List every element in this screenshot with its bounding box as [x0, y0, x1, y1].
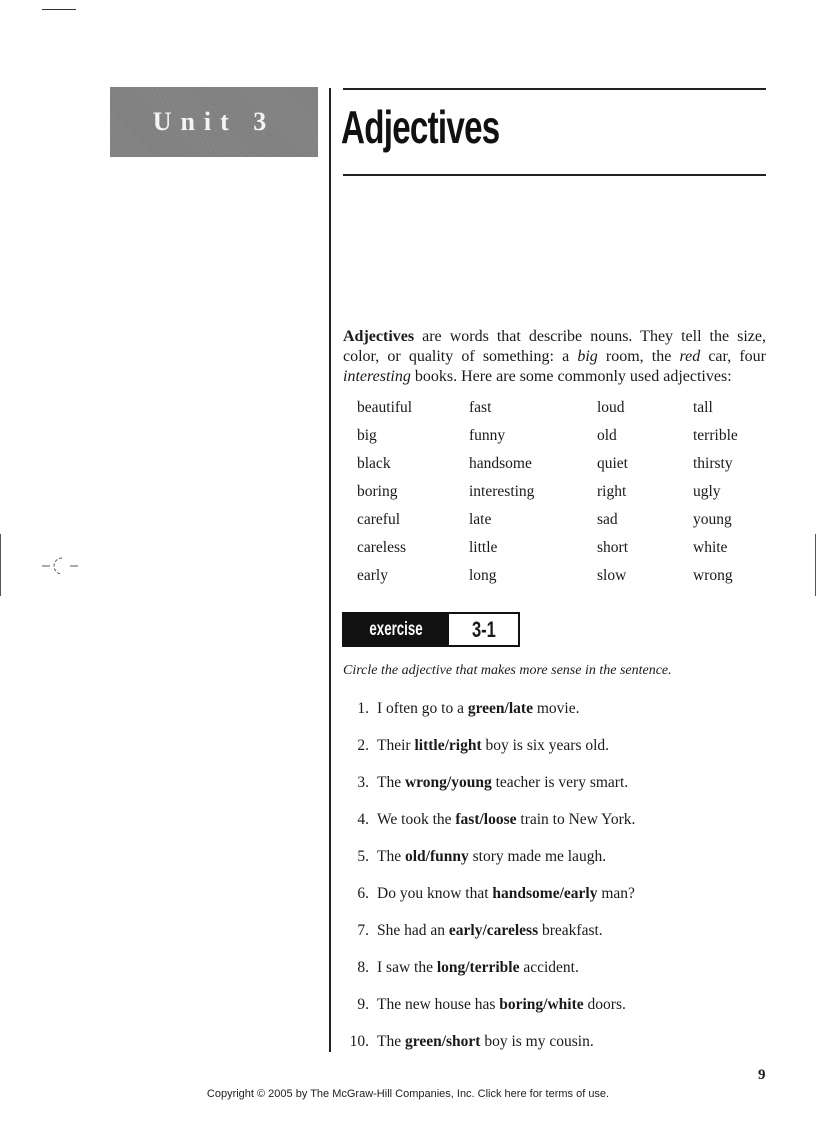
exercise-sentence — [343, 959, 635, 996]
sentence-number: 1. — [357, 700, 369, 717]
margin-mark-left — [0, 534, 1, 596]
sentence-text — [377, 700, 579, 737]
sentence-pre: The — [377, 774, 405, 791]
example-word: big — [577, 348, 598, 365]
vertical-rule — [329, 88, 331, 1052]
sentence-post: teacher is very smart. — [491, 774, 629, 791]
adjective-cell: old — [597, 427, 617, 444]
exercise-header — [342, 612, 520, 647]
exercise-label: exercise — [344, 614, 449, 645]
adjective-cell: terrible — [693, 427, 738, 444]
sentence-post: movie. — [532, 700, 580, 717]
adjective-cell: slow — [597, 567, 627, 584]
adjective-choice: fast/loose — [455, 811, 517, 828]
sentence-text — [377, 811, 635, 848]
exercise-number: 3-1 — [471, 616, 496, 642]
sentence-pre: Do you know that — [377, 885, 493, 902]
adjective-choice: green/late — [467, 700, 533, 717]
sentence-text — [377, 1033, 594, 1070]
adjective-row — [357, 450, 766, 478]
crop-mark — [42, 9, 76, 10]
adjective-cell: short — [597, 539, 628, 556]
exercise-instructions: Circle the adjective that makes more sense in the sentence. — [343, 663, 672, 678]
sentence-pre: The — [377, 848, 405, 865]
intro-text: are words that describe nouns. They tell the size, color, or quality of something: a — [343, 328, 766, 365]
adjective-row — [357, 422, 766, 450]
adjective-cell: careless — [357, 539, 407, 556]
sentence-text — [377, 959, 579, 996]
sentence-post: story made me laugh. — [468, 848, 607, 865]
adjective-choice: handsome/early — [492, 885, 598, 902]
adjective-list — [357, 394, 766, 590]
adjective-cell: black — [357, 455, 391, 472]
sentence-text — [377, 848, 606, 885]
title-rule-top — [343, 88, 766, 90]
exercise-sentence — [343, 922, 635, 959]
unit-label: Unit 3 — [110, 87, 318, 157]
exercise-sentence — [343, 700, 635, 737]
adjective-cell: fast — [469, 399, 492, 416]
sentence-pre: She had an — [377, 922, 449, 939]
sentence-post: train to New York. — [516, 811, 636, 828]
exercise-sentence — [343, 774, 635, 811]
sentence-pre: I often go to a — [377, 700, 468, 717]
sentence-text — [377, 922, 603, 959]
sentence-pre: I saw the — [377, 959, 437, 976]
adjective-choice: early/careless — [448, 922, 539, 939]
intro-text: room, the — [597, 348, 680, 365]
adjective-cell: little — [469, 539, 498, 556]
exercise-sentence — [343, 811, 635, 848]
sentence-text — [377, 996, 626, 1033]
example-word: interesting — [343, 368, 411, 385]
sentence-number: 6. — [357, 885, 369, 902]
sentence-post: boy is six years old. — [481, 737, 610, 754]
sentence-number: 3. — [357, 774, 369, 791]
sentence-number: 2. — [357, 737, 369, 754]
adjective-cell: ugly — [693, 483, 721, 500]
exercise-sentence — [343, 1033, 635, 1070]
sentence-number: 8. — [357, 959, 369, 976]
adjective-cell: white — [693, 539, 728, 556]
sentence-post: accident. — [519, 959, 579, 976]
sentence-number: 4. — [357, 811, 369, 828]
adjective-cell: early — [357, 567, 388, 584]
title-rule-bottom — [343, 174, 766, 176]
sentence-pre: The — [377, 1033, 405, 1050]
sentence-pre: Their — [377, 737, 415, 754]
page-number: 9 — [758, 1067, 766, 1083]
adjective-cell: funny — [469, 427, 506, 444]
adjective-choice: wrong/young — [404, 774, 492, 791]
sentence-post: breakfast. — [538, 922, 603, 939]
adjective-cell: late — [469, 511, 492, 528]
adjective-row — [357, 478, 766, 506]
sentence-text — [377, 885, 635, 922]
adjective-choice: little/right — [414, 737, 482, 754]
sentence-text — [377, 737, 609, 774]
adjective-cell: right — [597, 483, 627, 500]
sentence-number: 7. — [357, 922, 369, 939]
adjective-cell: quiet — [597, 455, 628, 472]
sentence-pre: The new house has — [377, 996, 500, 1013]
adjective-cell: big — [357, 427, 377, 444]
exercise-sentence — [343, 996, 635, 1033]
adjective-cell: careful — [357, 511, 401, 528]
adjective-cell: interesting — [469, 483, 535, 500]
adjective-cell: tall — [693, 399, 713, 416]
exercise-sentences — [343, 700, 635, 1070]
example-word: red — [679, 348, 701, 365]
page-title: Adjectives — [341, 101, 500, 153]
sentence-number: 9. — [357, 996, 369, 1013]
exercise-sentence — [343, 737, 635, 774]
intro-text: car, four — [700, 348, 767, 365]
adjective-cell: thirsty — [693, 455, 733, 472]
intro-term: Adjectives — [343, 328, 415, 345]
exercise-sentence — [343, 885, 635, 922]
sentence-post: doors. — [583, 996, 626, 1013]
sentence-number: 10. — [349, 1033, 369, 1050]
adjective-cell: handsome — [469, 455, 532, 472]
adjective-row — [357, 534, 766, 562]
copyright-link[interactable]: Copyright © 2005 by The McGraw-Hill Companies, Inc. Click here for terms of use. — [206, 1088, 610, 1100]
intro-paragraph — [343, 327, 766, 387]
adjective-choice: old/funny — [404, 848, 469, 865]
adjective-cell: wrong — [693, 567, 733, 584]
registration-mark-icon — [42, 553, 88, 579]
sentence-number: 5. — [357, 848, 369, 865]
adjective-cell: long — [469, 567, 497, 584]
adjective-cell: loud — [597, 399, 625, 416]
sentence-post: boy is my cousin. — [480, 1033, 594, 1050]
adjective-row — [357, 394, 766, 422]
adjective-cell: young — [693, 511, 732, 528]
sentence-post: man? — [597, 885, 635, 902]
adjective-choice: long/terrible — [436, 959, 520, 976]
adjective-cell: boring — [357, 483, 398, 500]
adjective-cell: sad — [597, 511, 618, 528]
adjective-choice: green/short — [404, 1033, 481, 1050]
sentence-text — [377, 774, 628, 811]
exercise-sentence — [343, 848, 635, 885]
sentence-pre: We took the — [377, 811, 456, 828]
adjective-cell: beautiful — [357, 399, 413, 416]
adjective-row — [357, 562, 766, 590]
adjective-choice: boring/white — [499, 996, 584, 1013]
intro-text: books. Here are some commonly used adjectives: — [410, 368, 732, 385]
adjective-row — [357, 506, 766, 534]
